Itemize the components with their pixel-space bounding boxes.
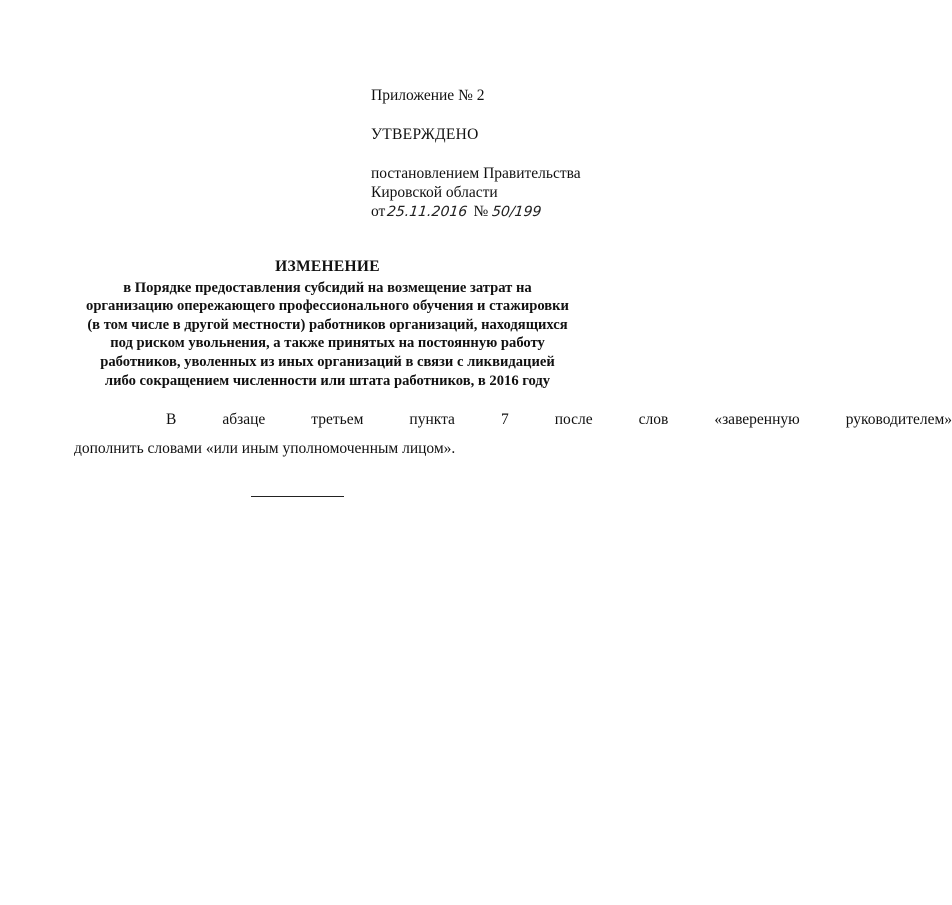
amendment-text <box>74 405 952 463</box>
title-line: в Порядке предоставления субсидий на возмещение затрат на <box>123 279 532 296</box>
word: пункта <box>409 411 455 428</box>
word: после <box>554 411 593 428</box>
approval-stamp <box>371 86 621 222</box>
word: абзаце <box>222 411 266 428</box>
title-line: либо сокращением численности или штата работников, в 2016 году <box>104 372 551 389</box>
approved-by-line-2: Кировской области <box>371 184 498 201</box>
resolution-date-line <box>371 202 621 222</box>
word: слов <box>638 411 669 428</box>
closing-separator-line <box>251 496 344 497</box>
date-prefix: от <box>371 203 386 220</box>
handwritten-date: 25.11.2016 <box>386 204 469 220</box>
document-title <box>60 258 595 390</box>
appendix-number: Приложение № 2 <box>371 87 485 104</box>
title-line: организацию опережающего профессионального обучения и стажировки <box>86 298 569 315</box>
word: В <box>166 411 177 428</box>
approved-label: УТВЕРЖДЕНО <box>371 126 479 143</box>
amendment-line-2: дополнить словами «или иным уполномоченным лицом». <box>74 440 456 457</box>
word: «заверенную <box>714 411 800 428</box>
title-heading: ИЗМЕНЕНИЕ <box>275 258 380 275</box>
title-line: под риском увольнения, а также принятых на постоянную работу <box>110 335 545 352</box>
handwritten-number: 50/199 <box>491 204 543 220</box>
approved-by-line-1: постановлением Правительства <box>371 165 581 182</box>
title-line: работников, уволенных из иных организаций в связи с ликвидацией <box>100 353 555 370</box>
amendment-line-1 <box>74 405 952 434</box>
word: руководителем» <box>845 411 952 428</box>
word: 7 <box>500 411 509 428</box>
title-line: (в том числе в другой местности) работников организаций, находящихся <box>87 316 568 333</box>
word: третьем <box>311 411 364 428</box>
number-prefix: № <box>473 203 489 220</box>
